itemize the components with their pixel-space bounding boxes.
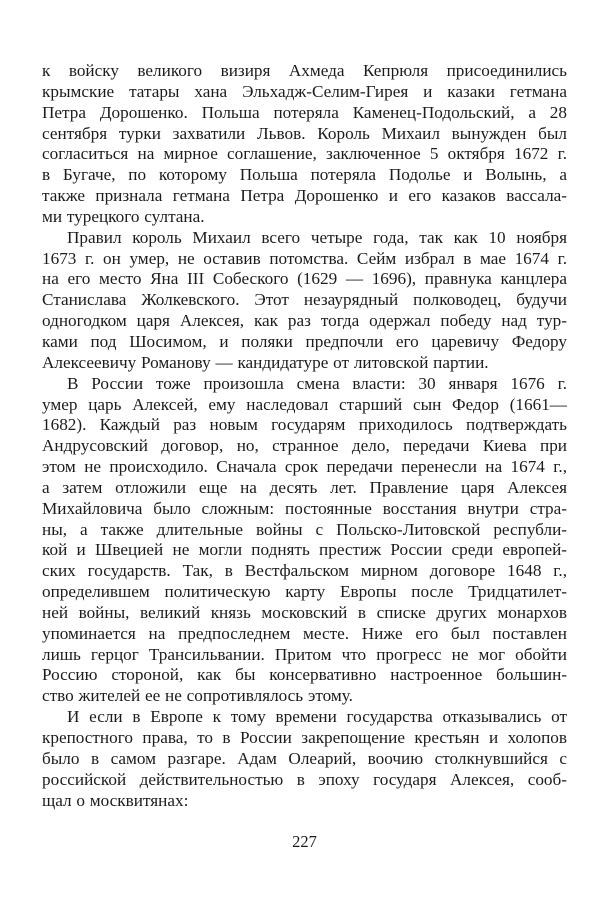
text-line: одногодком царя Алексея, как раз тогда одержал победу над тур- [42, 311, 567, 331]
text-line: к войску великого визиря Ахмеда Кепрюля присоединились [42, 61, 567, 80]
page-number: 227 [292, 832, 317, 851]
text-line: сентября турки захватили Львов. Король Михаил вынужден был [42, 123, 567, 143]
text-line: на его место Яна III Собеского (1629 — 1696), правнука канцлера [42, 269, 567, 289]
text-block [42, 61, 567, 811]
text-line: щал о москвитянах: [42, 790, 189, 810]
text-line: Петра Дорошенко. Польша потеряла Каменец-Подольский, а 28 [42, 102, 567, 122]
text-line: Алексеевичу Романову — кандидатуре от литовской партии. [42, 352, 489, 372]
text-line: ство жителей ее не сопротивлялось этому. [42, 686, 353, 706]
text-line: Михайловича было сложным: постоянные восстания внутри стра- [42, 498, 567, 518]
text-line: этом не происходило. Сначала срок передачи перенесли на 1674 г., [42, 457, 567, 477]
text-line: кой и Швецией не могли поднять престиж России среди европей- [42, 540, 567, 560]
text-line: умер царь Алексей, ему наследовал старший сын Федор (1661— [42, 394, 567, 414]
text-line: И если в Европе к тому времени государства отказывались от [67, 707, 567, 727]
text-line: ми турецкого султана. [42, 206, 205, 226]
text-line: крымские татары хана Эльхадж-Селим-Гирея и казаки гетмана [42, 81, 567, 101]
text-line: упоминается на предпоследнем месте. Ниже его был поставлен [42, 623, 567, 643]
text-line: 1682). Каждый раз новым государям приходилось подтверждать [42, 415, 567, 435]
text-line: ками под Шосимом, и поляки предпочли его царевичу Федору [42, 331, 567, 351]
text-line: согласиться на мирное соглашение, заключенное 5 октября 1672 г. [42, 144, 567, 164]
text-line: 1673 г. он умер, не оставив потомства. Сейм избрал в мае 1674 г. [42, 248, 567, 268]
text-line: было в самом разгаре. Адам Олеарий, воочию столкнувшийся с [42, 748, 567, 768]
text-line: Россию стороной, как бы консервативно настроенное большин- [42, 665, 567, 685]
text-line: ны, а также длительные войны с Польско-Литовской республи- [42, 519, 567, 539]
text-line: В России тоже произошла смена власти: 30 января 1676 г. [67, 373, 567, 393]
text-line: ней войны, великий князь московский в списке других монархов [42, 602, 567, 622]
text-line: лишь герцог Трансильвании. Притом что прогресс не мог обойти [42, 644, 567, 664]
text-line: крепостного права, то в России закрепощение крестьян и холопов [42, 728, 567, 747]
text-line: ских государств. Так, в Вестфальском мирном договоре 1648 г., [42, 561, 567, 581]
text-line: а затем отложили еще на десять лет. Правление царя Алексея [42, 477, 567, 497]
text-line: также признала гетмана Петра Дорошенко и его казаков вассала- [42, 186, 567, 206]
text-line: Правил король Михаил всего четыре года, так как 10 ноября [67, 227, 567, 247]
text-line: в Бугаче, по которому Польша потеряла Подолье и Волынь, а [42, 165, 567, 185]
text-line: Андрусовский договор, но, странное дело, передачи Киева при [42, 436, 567, 456]
text-line: российской действительностью в эпоху государя Алексея, сооб- [42, 769, 567, 789]
text-line: Станислава Жолкевского. Этот незаурядный полководец, будучи [42, 290, 567, 310]
text-line: определившем политическую карту Европы после Тридцатилет- [42, 582, 567, 602]
